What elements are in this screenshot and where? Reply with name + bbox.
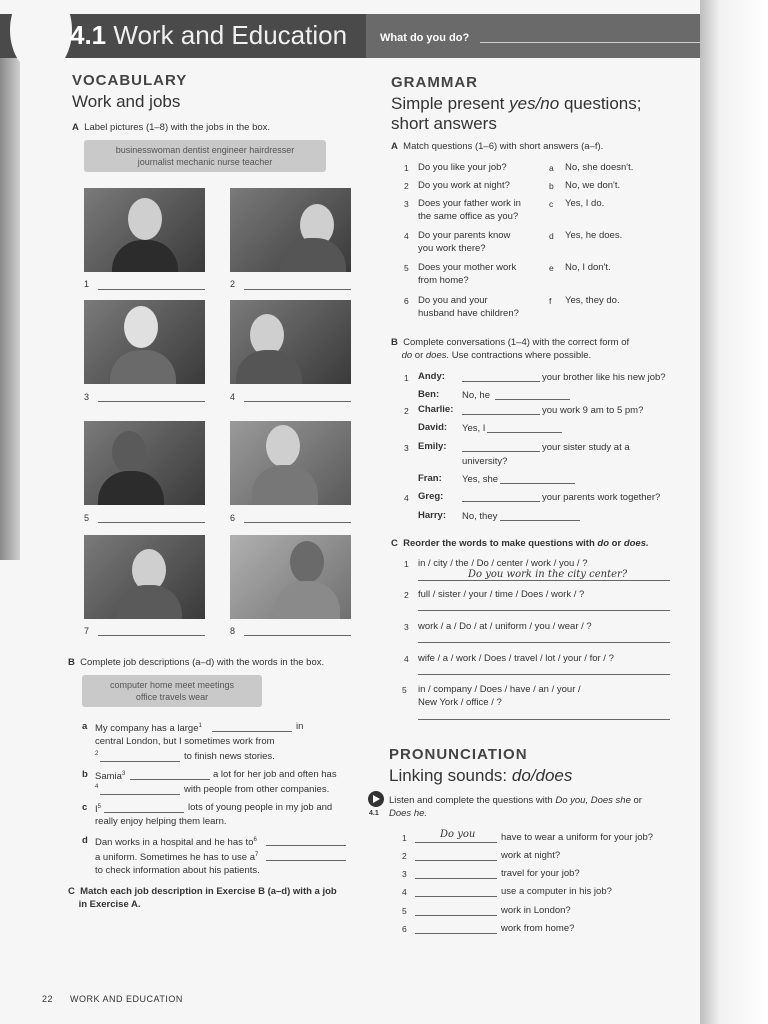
- desc-a-line2: central London, but I sometimes work from: [95, 736, 275, 747]
- grammar-exercise-c-instruction: [391, 537, 649, 550]
- desc-b-line1: [95, 768, 125, 783]
- desc-letter-a: a: [82, 721, 88, 732]
- conversation-number: 4: [404, 493, 409, 503]
- pron-question-5: work in London?: [501, 905, 571, 916]
- job-photo-6: [230, 421, 351, 505]
- exercise-letter: C: [391, 538, 398, 549]
- conv-line: university?: [462, 456, 508, 467]
- desc-a-line1: [95, 720, 202, 735]
- gap-7-line[interactable]: [266, 860, 346, 861]
- job-photo-1: [84, 188, 205, 272]
- pron-number: 5: [402, 906, 407, 916]
- instruction-italic: do: [401, 350, 413, 361]
- pronunciation-subtitle: [389, 766, 572, 786]
- photo-number-7: 7: [84, 626, 90, 636]
- conv-2-gap-1[interactable]: [462, 414, 540, 415]
- photo-number-1: 1: [84, 279, 90, 289]
- question-2: Do you work at night?: [418, 180, 510, 191]
- page-edge-shadow: [700, 0, 768, 1024]
- pron-question-2: work at night?: [501, 850, 561, 861]
- instruction-text: Complete conversations (1–4) with the correct form of: [403, 337, 630, 348]
- exercise-letter: B: [68, 657, 75, 668]
- reorder-words-3: work / a / Do / at / uniform / you / wear / ?: [418, 621, 592, 632]
- job-photo-2: [230, 188, 351, 272]
- speaker-name: Emily:: [418, 441, 447, 452]
- conv-line: No, he: [462, 390, 490, 401]
- photo-answer-line-1[interactable]: [98, 289, 205, 290]
- answer-letter: a: [549, 163, 554, 173]
- question-5: [418, 261, 516, 287]
- conv-line: No, they: [462, 511, 498, 522]
- pron-gap-1[interactable]: [415, 842, 497, 843]
- instruction-italic: Do you, Does she: [555, 795, 631, 806]
- instruction-text: in Exercise A.: [78, 899, 141, 910]
- question-number: 1: [404, 163, 409, 173]
- answer-letter: b: [549, 181, 554, 191]
- short-answer-c: Yes, I do.: [565, 198, 605, 209]
- question-text: Does your father work in: [418, 198, 521, 209]
- unit-name: Work and Education: [113, 20, 348, 50]
- reorder-number: 2: [404, 590, 409, 600]
- answer-letter: d: [549, 231, 554, 241]
- gap-1-line[interactable]: [212, 731, 292, 732]
- desc-d-line3: to check information about his patients.: [95, 865, 260, 876]
- word-box-line: journalist mechanic nurse teacher: [137, 157, 273, 167]
- reorder-number: 5: [402, 685, 407, 695]
- conv-4-gap-2[interactable]: [500, 520, 580, 521]
- question-6: [418, 294, 519, 320]
- pron-number: 6: [402, 924, 407, 934]
- subtitle-italic: yes/no: [509, 94, 560, 113]
- reorder-number: 4: [404, 654, 409, 664]
- conv-line: your parents work together?: [542, 492, 661, 503]
- gap-4-line[interactable]: [100, 794, 180, 795]
- instruction-text: or: [633, 795, 642, 806]
- question-text: Does your mother work: [418, 262, 517, 273]
- photo-number-5: 5: [84, 513, 90, 523]
- grammar-subtitle-line2: short answers: [391, 114, 497, 133]
- speaker-name: Charlie:: [418, 404, 454, 415]
- instruction-text: Use contractions where possible.: [451, 350, 592, 361]
- instruction-italic: does.: [623, 538, 649, 549]
- reorder-answer-line-4[interactable]: [418, 674, 670, 675]
- pron-question-4: use a computer in his job?: [501, 886, 612, 897]
- short-answer-e: No, I don't.: [565, 262, 611, 273]
- grammar-subtitle: [391, 94, 641, 114]
- instruction-italic: does.: [425, 350, 450, 361]
- question-number: 3: [404, 199, 409, 209]
- exercise-letter: C: [68, 886, 75, 897]
- instruction-italic: do: [597, 538, 610, 549]
- gap-5-line[interactable]: [104, 812, 184, 813]
- vocab-exercise-c-instruction: [68, 885, 337, 911]
- vocabulary-heading: VOCABULARY: [72, 72, 188, 89]
- vocabulary-subtitle: Work and jobs: [72, 92, 181, 111]
- job-photo-4: [230, 300, 351, 384]
- reorder-words-4: wife / a / work / Does / travel / lot / your / for / ?: [418, 653, 614, 664]
- instruction-text: Complete job descriptions (a–d) with the words in the box.: [80, 657, 325, 668]
- word-box-line: businesswoman dentist engineer hairdresser: [115, 145, 295, 155]
- photo-answer-line-4[interactable]: [244, 401, 351, 402]
- desc-a-line3-end: to finish news stories.: [184, 751, 275, 762]
- question-number: 2: [404, 181, 409, 191]
- short-answer-b: No, we don't.: [565, 180, 621, 191]
- desc-text: I: [95, 804, 98, 816]
- gap-2-line[interactable]: [100, 761, 180, 762]
- photo-number-8: 8: [230, 626, 236, 636]
- desc-c-line1: [95, 801, 101, 816]
- header-answer-line: [480, 42, 700, 43]
- desc-c-line1-end: lots of young people in my job and: [188, 802, 333, 813]
- desc-b-line2-end: with people from other companies.: [184, 784, 330, 795]
- photo-answer-line-3[interactable]: [98, 401, 205, 402]
- photo-number-6: 6: [230, 513, 236, 523]
- pronunciation-heading: PRONUNCIATION: [389, 746, 528, 763]
- gap-3-line[interactable]: [130, 779, 210, 780]
- question-text: from home?: [418, 275, 469, 286]
- word-box-line: office travels wear: [135, 692, 209, 702]
- vocab-word-box-a: [84, 140, 326, 172]
- desc-c-line2: really enjoy helping them learn.: [95, 816, 227, 827]
- grammar-exercise-b-instruction: [391, 336, 629, 362]
- question-text: Do your parents know: [418, 230, 511, 241]
- photo-answer-line-8[interactable]: [244, 635, 351, 636]
- subtitle-text: questions;: [563, 94, 642, 113]
- speaker-name: Ben:: [418, 389, 440, 400]
- pron-number: 3: [402, 869, 407, 879]
- conv-line: your sister study at a: [542, 442, 630, 453]
- desc-text: a uniform. Sometimes he has to use a: [95, 852, 255, 864]
- speaker-name: Harry:: [418, 510, 446, 521]
- reorder-answer-line-2[interactable]: [418, 610, 670, 611]
- reorder-words-5: [418, 683, 581, 709]
- reorder-words-2: full / sister / your / time / Does / work / ?: [418, 589, 585, 600]
- pron-number: 1: [402, 833, 407, 843]
- conversation-number: 1: [404, 373, 409, 383]
- question-number: 4: [404, 231, 409, 241]
- speaker-name: Greg:: [418, 491, 444, 502]
- desc-letter-d: d: [82, 835, 88, 846]
- pron-gap-5[interactable]: [415, 915, 497, 916]
- question-number: 6: [404, 296, 409, 306]
- desc-b-line1-end: a lot for her job and often has: [213, 769, 337, 780]
- photo-answer-line-2[interactable]: [244, 289, 351, 290]
- instruction-text: Match questions (1–6) with short answers (a–f).: [403, 141, 604, 152]
- conv-line: your brother like his new job?: [542, 372, 666, 383]
- desc-text: Dan works in a hospital and he has to: [95, 837, 254, 849]
- reorder-text: New York / office / ?: [418, 697, 502, 708]
- exercise-letter: A: [72, 122, 79, 133]
- reorder-answer-line-1[interactable]: [418, 580, 670, 581]
- subtitle-text: Simple present: [391, 94, 505, 113]
- pron-gap-3[interactable]: [415, 878, 497, 879]
- reorder-number: 3: [404, 622, 409, 632]
- photo-number-3: 3: [84, 392, 90, 402]
- job-photo-7: [84, 535, 205, 619]
- reorder-text: in / company / Does / have / an / your /: [418, 684, 581, 695]
- conv-3-gap-1[interactable]: [462, 451, 540, 452]
- unit-number: 4.1: [70, 20, 107, 50]
- conv-2-gap-2[interactable]: [487, 432, 562, 433]
- answer-letter: f: [549, 296, 552, 306]
- page-footer: [42, 994, 183, 1004]
- job-photo-3: [84, 300, 205, 384]
- reorder-answer-line-3[interactable]: [418, 642, 670, 643]
- exercise-letter: A: [391, 141, 398, 152]
- pron-question-6: work from home?: [501, 923, 575, 934]
- conv-3-gap-2[interactable]: [500, 483, 575, 484]
- vocab-exercise-a-instruction: [72, 121, 270, 134]
- gap-number: 1: [198, 723, 202, 729]
- job-photo-8: [230, 535, 351, 619]
- question-number: 5: [404, 263, 409, 273]
- pron-gap-6[interactable]: [415, 933, 497, 934]
- gap-number: 3: [121, 771, 126, 777]
- reorder-words-1: in / city / the / Do / center / work / you / ?: [418, 558, 588, 569]
- desc-d-line1: [95, 834, 257, 849]
- header-question: What do you do?: [380, 32, 470, 44]
- desc-letter-b: b: [82, 769, 88, 780]
- reorder-number: 1: [404, 559, 409, 569]
- speaker-name: David:: [418, 422, 448, 433]
- pron-number: 4: [402, 887, 407, 897]
- speaker-name: Andy:: [418, 371, 445, 382]
- unit-title: [70, 20, 347, 51]
- gap-number: 7: [255, 852, 259, 858]
- desc-text: Samia: [95, 771, 122, 783]
- pron-number: 2: [402, 851, 407, 861]
- job-photo-5: [84, 421, 205, 505]
- conv-4-gap-1[interactable]: [462, 501, 540, 502]
- desc-a-line1-end: in: [296, 721, 304, 732]
- photo-number-4: 4: [230, 392, 236, 402]
- conversation-number: 2: [404, 406, 409, 416]
- instruction-text: Listen and complete the questions with: [389, 795, 553, 806]
- grammar-heading: GRAMMAR: [391, 74, 478, 91]
- conv-line: Yes, she: [462, 474, 499, 485]
- word-box-line: computer home meet meetings: [109, 680, 235, 690]
- photo-answer-line-5[interactable]: [98, 522, 205, 523]
- book-spine: [0, 40, 20, 560]
- handwritten-answer-pron-1: Do you: [440, 829, 476, 840]
- answer-letter: c: [549, 199, 554, 209]
- speaker-name: Fran:: [418, 473, 442, 484]
- instruction-text: or: [611, 538, 622, 549]
- pron-question-1: have to wear a uniform for your job?: [501, 832, 654, 843]
- audio-track-number: 4.1: [369, 810, 379, 817]
- question-text: Do you and your: [418, 295, 488, 306]
- conv-line: you work 9 am to 5 pm?: [542, 405, 644, 416]
- page-number: 22: [42, 994, 54, 1004]
- short-answer-d: Yes, he does.: [565, 230, 623, 241]
- gap-number: 6: [253, 837, 257, 843]
- grammar-exercise-a-instruction: [391, 140, 603, 153]
- question-3: [418, 197, 521, 223]
- conv-1-gap-2[interactable]: [495, 399, 570, 400]
- question-text: you work there?: [418, 243, 486, 254]
- desc-d-line2: [95, 849, 258, 864]
- gap-number-2: 2: [95, 751, 99, 757]
- photo-answer-line-7[interactable]: [98, 635, 205, 636]
- instruction-text: or: [414, 350, 424, 361]
- pron-gap-2[interactable]: [415, 860, 497, 861]
- gap-number-4: 4: [95, 784, 99, 790]
- instruction-text: Label pictures (1–8) with the jobs in the box.: [84, 122, 271, 133]
- exercise-letter: B: [391, 337, 398, 348]
- pron-gap-4[interactable]: [415, 896, 497, 897]
- gap-6-line[interactable]: [266, 845, 346, 846]
- pronunciation-instruction: [389, 794, 642, 820]
- footer-section: WORK AND EDUCATION: [70, 994, 183, 1004]
- photo-number-2: 2: [230, 279, 236, 289]
- instruction-text: Match each job description in Exercise B (a–d) with a job: [80, 886, 337, 897]
- vocab-exercise-b-instruction: [68, 656, 324, 669]
- pron-question-3: travel for your job?: [501, 868, 580, 879]
- instruction-text: Reorder the words to make questions with: [403, 538, 595, 549]
- desc-text: My company has a large: [95, 723, 199, 735]
- audio-play-icon[interactable]: [368, 791, 384, 807]
- instruction-italic: Does he.: [389, 808, 428, 819]
- reorder-answer-line-5[interactable]: [418, 719, 670, 720]
- conversation-number: 3: [404, 443, 409, 453]
- conv-1-gap-1[interactable]: [462, 381, 540, 382]
- handwritten-answer-1: Do you work in the city center?: [468, 569, 628, 580]
- question-4: [418, 229, 510, 255]
- gap-number: 5: [97, 804, 101, 810]
- question-text: husband have children?: [418, 308, 519, 319]
- desc-letter-c: c: [82, 802, 88, 813]
- question-text: the same office as you?: [418, 211, 519, 222]
- short-answer-a: No, she doesn't.: [565, 162, 634, 173]
- subtitle-text: Linking sounds:: [389, 766, 508, 785]
- answer-letter: e: [549, 263, 554, 273]
- conv-line: Yes, I: [462, 423, 486, 434]
- short-answer-f: Yes, they do.: [565, 295, 620, 306]
- photo-answer-line-6[interactable]: [244, 522, 351, 523]
- question-1: Do you like your job?: [418, 162, 507, 173]
- subtitle-italic: do/does: [511, 766, 573, 785]
- vocab-word-box-b: [82, 675, 262, 707]
